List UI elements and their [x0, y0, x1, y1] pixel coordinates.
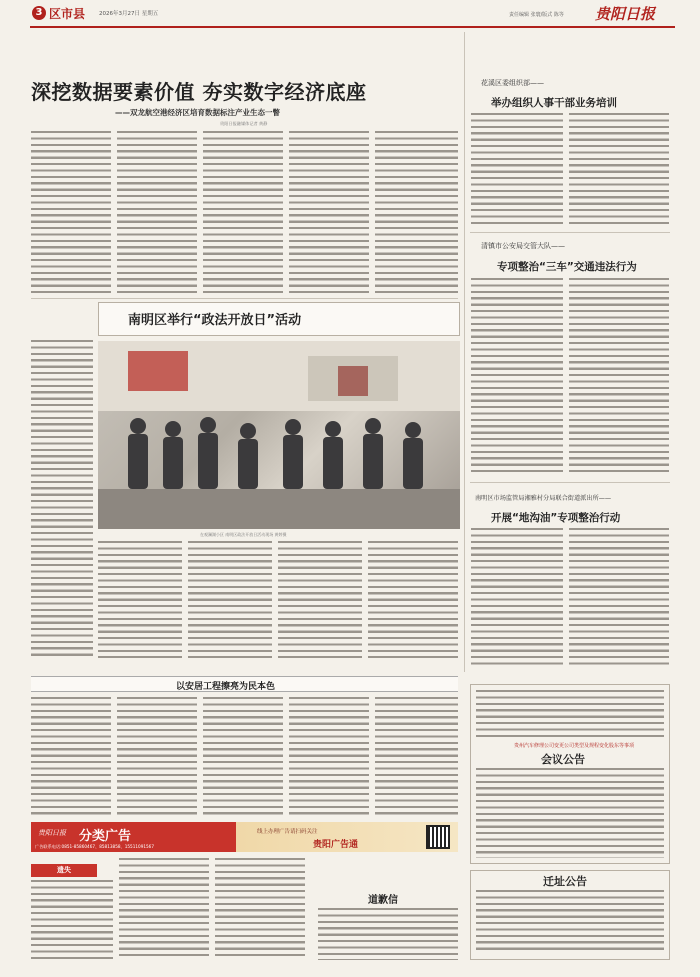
divider-lead [31, 298, 458, 299]
qingzhen-title: 专项整治“三车”交通违法行为 [497, 261, 637, 273]
workers-body-col4 [289, 697, 369, 815]
qingzhen-body-col2 [569, 278, 669, 474]
online-brand: 贵阳广告通 [313, 840, 359, 850]
lead-body-col5 [375, 131, 458, 293]
workers-body-col5 [375, 697, 458, 815]
apology-title: 道歉信 [368, 895, 398, 906]
huaxi-body-col2 [569, 113, 669, 225]
photo-illustration [98, 341, 460, 529]
lead-byline: 贵阳日报融媒体记者 黄静 [220, 121, 268, 126]
market-body-col1 [471, 528, 563, 668]
politics-body-col4 [278, 541, 362, 658]
relocation-title: 迁址公告 [543, 875, 587, 888]
lead-title: 深挖数据要素价值 夯实数字经济底座 [31, 80, 367, 104]
huaxi-title: 举办组织人事干部业务培训 [491, 97, 617, 109]
huaxi-kicker: 花溪区委组织部—— [481, 79, 544, 87]
divider-huaxi [470, 232, 670, 233]
workers-title: 以安居工程擦亮为民本色 [176, 682, 276, 692]
meeting-title: 会议公告 [541, 753, 585, 766]
editor-credits: 责任编辑 张寰/版式 陈等 [509, 12, 564, 18]
classifieds-logo: 贵阳日报 [38, 829, 66, 837]
lead-body-col3 [203, 131, 283, 293]
classifieds-col1 [31, 880, 113, 960]
workers-body-col2 [117, 697, 197, 815]
classifieds-col2 [119, 858, 209, 960]
market-body-col2 [569, 528, 669, 668]
market-title: 开展“地沟油”专项整治行动 [491, 512, 621, 524]
workers-body-col3 [203, 697, 283, 815]
lead-body-col4 [289, 131, 369, 293]
classifieds-hotline: 广告联系电话:0851-85860467、85813858、15511091567 [35, 844, 155, 849]
classifieds-banner [31, 822, 458, 852]
qingzhen-kicker: 清镇市公安局交管大队—— [481, 242, 565, 250]
relocation-body [476, 890, 664, 954]
notice-label-badge: 遗失 [31, 864, 97, 877]
market-kicker: 南明区市场监管局湘雅村分局联合街道派出所—— [475, 495, 612, 502]
meeting-notice-label: 贵州汽车修理公司变更公司类型及规程变化股东等事项 [514, 743, 635, 749]
right-column-divider [464, 32, 465, 672]
lead-subtitle: ——双龙航空港经济区培育数据标注产业生态一瞥 [115, 108, 280, 117]
section-name: 区市县 [49, 7, 86, 21]
issue-date: 2026年3月27日 星期五 [99, 11, 159, 17]
meeting-preamble [476, 690, 664, 740]
qr-code-icon [426, 825, 450, 849]
masthead-logo: 贵阳日报 [595, 5, 656, 23]
lead-body-col1 [31, 131, 111, 293]
meeting-body [476, 768, 664, 858]
apology-body [318, 908, 458, 960]
online-label: 线上办理广告请扫码关注 [257, 829, 318, 835]
photo-caption: 在观澜湖小区 南明区政法开放日活动现场 黄婷摄 [200, 532, 287, 537]
section-number-badge: 3 [32, 6, 46, 20]
politics-body-col1 [31, 340, 93, 658]
huaxi-body-col1 [471, 113, 563, 225]
politics-body-col2 [98, 541, 182, 658]
qingzhen-body-col1 [471, 278, 563, 474]
classifieds-col3 [215, 858, 305, 960]
event-photo [98, 341, 460, 529]
page-header [0, 0, 700, 30]
politics-body-col3 [188, 541, 272, 658]
divider-qingzhen [470, 482, 670, 483]
politics-body-col5 [368, 541, 458, 658]
classifieds-title: 分类广告 [79, 829, 132, 844]
lead-body-col2 [117, 131, 197, 293]
workers-body-col1 [31, 697, 111, 815]
politics-title: 南明区举行“政法开放日”活动 [128, 313, 302, 328]
header-rule [30, 26, 675, 28]
